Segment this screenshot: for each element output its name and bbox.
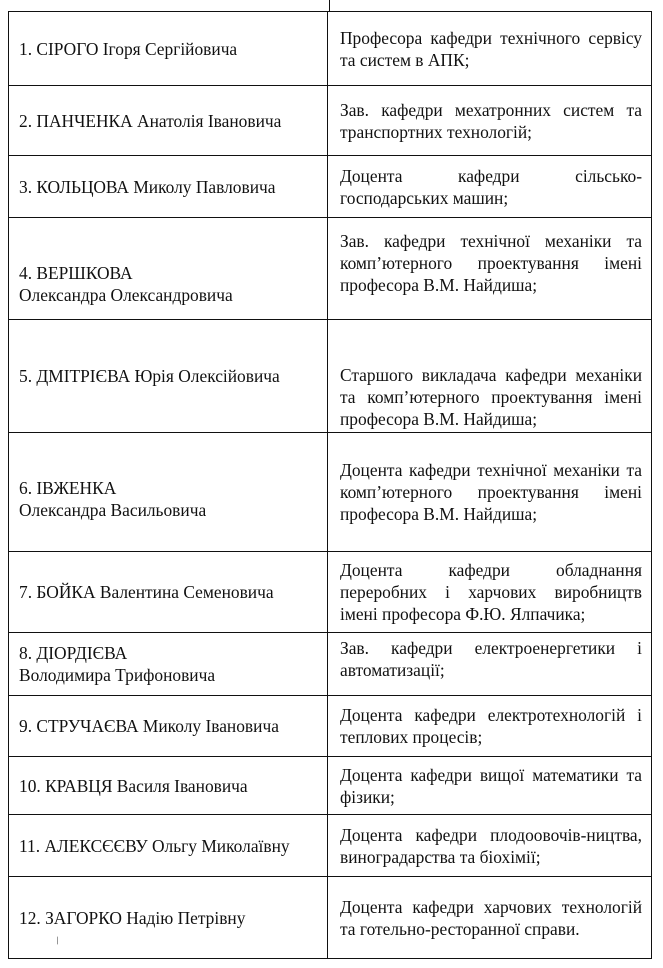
- person-name: 10. КРАВЦЯ Василя Івановича: [19, 775, 248, 796]
- table-row: [9, 320, 652, 433]
- position-cell: Зав. кафедри технічної механіки та комп’ютерного проектування імені професора В.М. Найдиша;: [328, 218, 652, 320]
- person-surname: 4. ВЕРШКОВА: [19, 262, 133, 283]
- table-row: [9, 757, 652, 815]
- person-surname: 6. ІВЖЕНКА: [19, 478, 117, 498]
- position-cell: Доцента кафедри електротехнологій і теплових процесів;: [328, 696, 652, 757]
- name-cell: [9, 433, 328, 552]
- person-name: 11. АЛЕКСЄЄВУ Ольгу Миколаївну: [19, 835, 290, 856]
- table-row: [9, 218, 652, 320]
- position-cell: Доцента кафедри технічної механіки та комп’ютерного проектування імені професора В.М. Найдиша;: [328, 433, 652, 552]
- position-cell: Доцента кафедри обладнання переробних і харчових виробництв імені професора Ф.Ю. Ялпачика;: [328, 552, 652, 633]
- position-cell: Доцента кафедри вищої математики та фізики;: [328, 757, 652, 815]
- person-given-names: Олександра Васильовича: [19, 500, 207, 520]
- table-row: [9, 877, 652, 959]
- table-row: [9, 815, 652, 877]
- person-given-names: Володимира Трифоновича: [19, 665, 216, 685]
- table-row: [9, 86, 652, 156]
- position-cell: Доцента кафедри плодоовочів-ництва, виноградарства та біохімії;: [328, 815, 652, 877]
- name-cell: [9, 156, 328, 218]
- table-row: [9, 552, 652, 633]
- person-name: 1. СІРОГО Ігоря Сергійовича: [19, 38, 238, 59]
- name-cell: [9, 877, 328, 959]
- position-cell: Доцента кафедри харчових технологій та готельно-ресторанної справи.: [328, 877, 652, 959]
- position-cell: Старшого викладача кафедри механіки та комп’ютерного проектування імені професора В.М. Найдиша;: [328, 320, 652, 433]
- person-name: 2. ПАНЧЕНКА Анатолія Івановича: [19, 110, 282, 131]
- name-cell: [9, 552, 328, 633]
- person-name: 3. КОЛЬЦОВА Миколу Павловича: [19, 176, 276, 197]
- position-cell: Професора кафедри технічного сервісу та систем в АПК;: [328, 12, 652, 86]
- table-row: [9, 433, 652, 552]
- staff-table: [8, 11, 652, 959]
- table-row: [9, 156, 652, 218]
- person-name: 9. СТРУЧАЄВА Миколу Івановича: [19, 716, 279, 736]
- person-name: 5. ДМІТРІЄВА Юрія Олексійовича: [19, 366, 280, 386]
- name-cell: [9, 218, 328, 320]
- person-name: 7. БОЙКА Валентина Семеновича: [19, 582, 274, 602]
- person-surname: 8. ДІОРДІЄВА: [19, 643, 128, 663]
- name-cell: [9, 633, 328, 696]
- name-cell: [9, 696, 328, 757]
- position-cell: Зав. кафедри мехатронних систем та транспортних технологій;: [328, 86, 652, 156]
- person-name: 12. ЗАГОРКО Надію Петрівну: [19, 907, 246, 928]
- position-cell: Зав. кафедри електроенергетики і автоматизації;: [328, 633, 652, 696]
- table-row: [9, 696, 652, 757]
- table-row: [9, 12, 652, 86]
- name-cell: [9, 757, 328, 815]
- table-row: [9, 633, 652, 696]
- name-cell: [9, 815, 328, 877]
- name-cell: [9, 12, 328, 86]
- stray-scan-mark: /: [54, 934, 62, 948]
- position-cell: Доцента кафедри сільсько-господарських машин;: [328, 156, 652, 218]
- name-cell: [9, 86, 328, 156]
- name-cell: [9, 320, 328, 433]
- person-given-names: Олександра Олександровича: [19, 284, 233, 305]
